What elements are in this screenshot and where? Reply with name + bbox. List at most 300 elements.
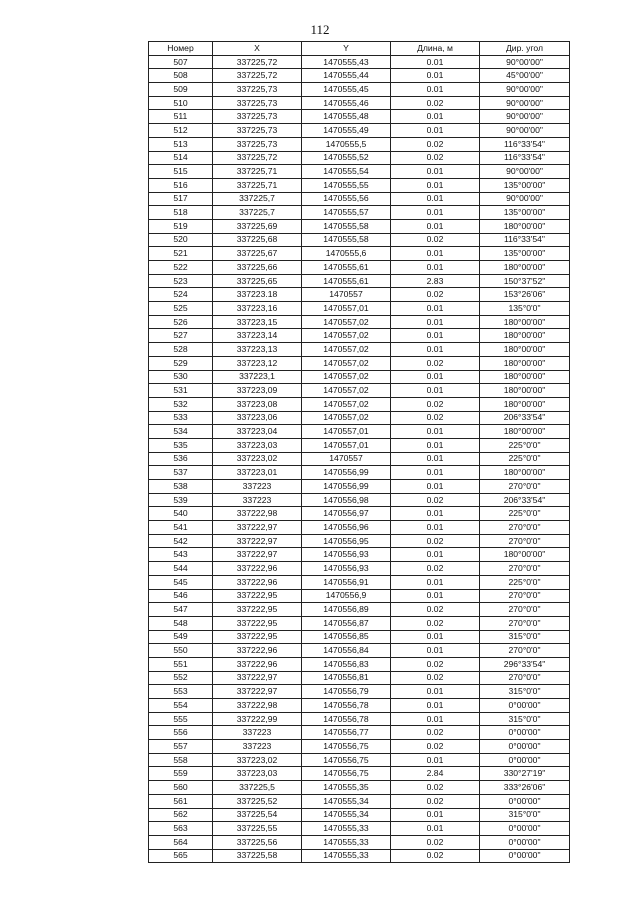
cell-y: 1470556,78 bbox=[302, 699, 391, 713]
cell-direction-angle: 90°00'00" bbox=[480, 96, 570, 110]
cell-length: 0.01 bbox=[391, 206, 480, 220]
cell-length: 0.02 bbox=[391, 137, 480, 151]
cell-number: 560 bbox=[149, 781, 213, 795]
cell-y: 1470556,89 bbox=[302, 603, 391, 617]
cell-number: 553 bbox=[149, 685, 213, 699]
cell-direction-angle: 0°00'00" bbox=[480, 794, 570, 808]
cell-x: 337225,65 bbox=[213, 274, 302, 288]
cell-length: 0.01 bbox=[391, 438, 480, 452]
cell-number: 558 bbox=[149, 753, 213, 767]
cell-x: 337225,52 bbox=[213, 794, 302, 808]
cell-x: 337225,72 bbox=[213, 69, 302, 83]
cell-x: 337225,73 bbox=[213, 110, 302, 124]
table-row bbox=[149, 83, 570, 97]
cell-direction-angle: 180°00'00" bbox=[480, 370, 570, 384]
cell-length: 0.02 bbox=[391, 493, 480, 507]
cell-direction-angle: 225°0'0" bbox=[480, 507, 570, 521]
cell-y: 1470555,57 bbox=[302, 206, 391, 220]
cell-x: 337223,16 bbox=[213, 302, 302, 316]
cell-y: 1470555,49 bbox=[302, 124, 391, 138]
cell-number: 544 bbox=[149, 562, 213, 576]
cell-direction-angle: 333°26'06" bbox=[480, 781, 570, 795]
cell-number: 536 bbox=[149, 452, 213, 466]
cell-number: 540 bbox=[149, 507, 213, 521]
cell-number: 557 bbox=[149, 740, 213, 754]
cell-length: 0.01 bbox=[391, 343, 480, 357]
cell-length: 0.01 bbox=[391, 219, 480, 233]
cell-x: 337225,54 bbox=[213, 808, 302, 822]
cell-y: 1470556,91 bbox=[302, 575, 391, 589]
cell-y: 1470555,6 bbox=[302, 247, 391, 261]
table-row bbox=[149, 671, 570, 685]
table-row bbox=[149, 493, 570, 507]
cell-y: 1470555,43 bbox=[302, 55, 391, 69]
cell-direction-angle: 116°33'54" bbox=[480, 233, 570, 247]
cell-direction-angle: 180°00'00" bbox=[480, 261, 570, 275]
cell-length: 0.01 bbox=[391, 480, 480, 494]
cell-number: 526 bbox=[149, 315, 213, 329]
cell-y: 1470555,61 bbox=[302, 261, 391, 275]
cell-length: 0.01 bbox=[391, 83, 480, 97]
cell-direction-angle: 270°0'0" bbox=[480, 521, 570, 535]
cell-x: 337225,69 bbox=[213, 219, 302, 233]
table-row bbox=[149, 261, 570, 275]
cell-direction-angle: 180°00'00" bbox=[480, 343, 570, 357]
cell-length: 0.01 bbox=[391, 192, 480, 206]
cell-length: 0.02 bbox=[391, 411, 480, 425]
cell-length: 0.02 bbox=[391, 726, 480, 740]
cell-x: 337222,99 bbox=[213, 712, 302, 726]
table-row bbox=[149, 794, 570, 808]
table-row bbox=[149, 233, 570, 247]
table-row bbox=[149, 466, 570, 480]
cell-direction-angle: 90°00'00" bbox=[480, 55, 570, 69]
table-row bbox=[149, 329, 570, 343]
cell-x: 337223,1 bbox=[213, 370, 302, 384]
cell-number: 564 bbox=[149, 835, 213, 849]
cell-y: 1470557 bbox=[302, 452, 391, 466]
cell-x: 337223,12 bbox=[213, 356, 302, 370]
cell-length: 0.02 bbox=[391, 603, 480, 617]
cell-direction-angle: 150°37'52" bbox=[480, 274, 570, 288]
table-row bbox=[149, 137, 570, 151]
cell-length: 0.02 bbox=[391, 233, 480, 247]
cell-number: 511 bbox=[149, 110, 213, 124]
cell-y: 1470555,55 bbox=[302, 178, 391, 192]
cell-length: 0.01 bbox=[391, 575, 480, 589]
cell-number: 539 bbox=[149, 493, 213, 507]
table-row bbox=[149, 411, 570, 425]
cell-y: 1470555,35 bbox=[302, 781, 391, 795]
cell-direction-angle: 270°0'0" bbox=[480, 534, 570, 548]
cell-y: 1470557,01 bbox=[302, 425, 391, 439]
cell-direction-angle: 135°00'00" bbox=[480, 178, 570, 192]
cell-length: 0.01 bbox=[391, 315, 480, 329]
table-row bbox=[149, 726, 570, 740]
cell-number: 541 bbox=[149, 521, 213, 535]
cell-number: 509 bbox=[149, 83, 213, 97]
table-row bbox=[149, 315, 570, 329]
cell-number: 525 bbox=[149, 302, 213, 316]
cell-number: 554 bbox=[149, 699, 213, 713]
table-row bbox=[149, 644, 570, 658]
cell-direction-angle: 135°00'00" bbox=[480, 206, 570, 220]
cell-length: 0.01 bbox=[391, 178, 480, 192]
cell-length: 0.01 bbox=[391, 69, 480, 83]
cell-direction-angle: 0°00'00" bbox=[480, 835, 570, 849]
table-row bbox=[149, 425, 570, 439]
header-x: X bbox=[213, 42, 302, 56]
cell-x: 337223 bbox=[213, 480, 302, 494]
cell-x: 337222,97 bbox=[213, 534, 302, 548]
cell-y: 1470555,58 bbox=[302, 233, 391, 247]
cell-number: 515 bbox=[149, 165, 213, 179]
cell-y: 1470556,81 bbox=[302, 671, 391, 685]
cell-x: 337225,72 bbox=[213, 55, 302, 69]
cell-length: 0.02 bbox=[391, 740, 480, 754]
cell-direction-angle: 180°00'00" bbox=[480, 329, 570, 343]
table-row bbox=[149, 822, 570, 836]
cell-length: 0.01 bbox=[391, 822, 480, 836]
table-row bbox=[149, 356, 570, 370]
cell-x: 337223,04 bbox=[213, 425, 302, 439]
cell-x: 337223,15 bbox=[213, 315, 302, 329]
cell-x: 337222,96 bbox=[213, 562, 302, 576]
cell-y: 1470555,54 bbox=[302, 165, 391, 179]
cell-x: 337222,95 bbox=[213, 603, 302, 617]
cell-y: 1470556,79 bbox=[302, 685, 391, 699]
table-row bbox=[149, 219, 570, 233]
table-row bbox=[149, 302, 570, 316]
table-row bbox=[149, 562, 570, 576]
cell-x: 337222,97 bbox=[213, 548, 302, 562]
cell-length: 0.02 bbox=[391, 397, 480, 411]
cell-y: 1470557,02 bbox=[302, 370, 391, 384]
cell-number: 528 bbox=[149, 343, 213, 357]
cell-number: 512 bbox=[149, 124, 213, 138]
cell-number: 542 bbox=[149, 534, 213, 548]
cell-y: 1470556,98 bbox=[302, 493, 391, 507]
cell-x: 337222,95 bbox=[213, 630, 302, 644]
cell-number: 516 bbox=[149, 178, 213, 192]
cell-x: 337223 bbox=[213, 493, 302, 507]
header-length: Длина, м bbox=[391, 42, 480, 56]
table-row bbox=[149, 165, 570, 179]
cell-number: 521 bbox=[149, 247, 213, 261]
cell-length: 0.01 bbox=[391, 384, 480, 398]
cell-direction-angle: 0°00'00" bbox=[480, 822, 570, 836]
cell-direction-angle: 296°33'54" bbox=[480, 657, 570, 671]
cell-length: 2.84 bbox=[391, 767, 480, 781]
table-row bbox=[149, 288, 570, 302]
cell-number: 548 bbox=[149, 616, 213, 630]
cell-y: 1470557,02 bbox=[302, 315, 391, 329]
cell-number: 550 bbox=[149, 644, 213, 658]
cell-x: 337225,73 bbox=[213, 96, 302, 110]
cell-direction-angle: 180°00'00" bbox=[480, 356, 570, 370]
table-row bbox=[149, 603, 570, 617]
cell-number: 561 bbox=[149, 794, 213, 808]
cell-x: 337223,09 bbox=[213, 384, 302, 398]
cell-direction-angle: 0°00'00" bbox=[480, 740, 570, 754]
coordinates-table bbox=[148, 41, 570, 863]
cell-x: 337223,13 bbox=[213, 343, 302, 357]
cell-x: 337222,97 bbox=[213, 521, 302, 535]
cell-direction-angle: 180°00'00" bbox=[480, 466, 570, 480]
cell-number: 519 bbox=[149, 219, 213, 233]
cell-direction-angle: 0°00'00" bbox=[480, 699, 570, 713]
cell-y: 1470557,02 bbox=[302, 411, 391, 425]
table-row bbox=[149, 96, 570, 110]
cell-direction-angle: 206°33'54" bbox=[480, 411, 570, 425]
cell-length: 0.02 bbox=[391, 616, 480, 630]
cell-direction-angle: 90°00'00" bbox=[480, 110, 570, 124]
cell-length: 0.01 bbox=[391, 329, 480, 343]
cell-y: 1470556,78 bbox=[302, 712, 391, 726]
cell-length: 0.01 bbox=[391, 644, 480, 658]
cell-y: 1470555,48 bbox=[302, 110, 391, 124]
cell-y: 1470556,93 bbox=[302, 548, 391, 562]
cell-number: 530 bbox=[149, 370, 213, 384]
table-header-row bbox=[149, 42, 570, 56]
cell-direction-angle: 270°0'0" bbox=[480, 562, 570, 576]
cell-number: 527 bbox=[149, 329, 213, 343]
cell-length: 0.02 bbox=[391, 96, 480, 110]
table-row bbox=[149, 781, 570, 795]
table-row bbox=[149, 712, 570, 726]
cell-length: 0.01 bbox=[391, 302, 480, 316]
cell-length: 0.02 bbox=[391, 835, 480, 849]
cell-length: 0.02 bbox=[391, 151, 480, 165]
cell-y: 1470555,61 bbox=[302, 274, 391, 288]
cell-y: 1470557 bbox=[302, 288, 391, 302]
table-row bbox=[149, 753, 570, 767]
cell-number: 522 bbox=[149, 261, 213, 275]
cell-length: 0.01 bbox=[391, 685, 480, 699]
cell-length: 0.01 bbox=[391, 507, 480, 521]
cell-number: 510 bbox=[149, 96, 213, 110]
cell-number: 545 bbox=[149, 575, 213, 589]
table-row bbox=[149, 343, 570, 357]
cell-number: 517 bbox=[149, 192, 213, 206]
cell-y: 1470556,99 bbox=[302, 466, 391, 480]
cell-length: 0.02 bbox=[391, 356, 480, 370]
cell-number: 507 bbox=[149, 55, 213, 69]
cell-x: 337222,96 bbox=[213, 657, 302, 671]
cell-x: 337223,01 bbox=[213, 466, 302, 480]
cell-y: 1470555,33 bbox=[302, 822, 391, 836]
cell-length: 0.01 bbox=[391, 165, 480, 179]
cell-x: 337225,66 bbox=[213, 261, 302, 275]
cell-y: 1470556,97 bbox=[302, 507, 391, 521]
cell-length: 0.01 bbox=[391, 712, 480, 726]
cell-x: 337223,03 bbox=[213, 438, 302, 452]
cell-length: 2.83 bbox=[391, 274, 480, 288]
cell-y: 1470555,34 bbox=[302, 794, 391, 808]
cell-direction-angle: 0°00'00" bbox=[480, 849, 570, 863]
cell-number: 552 bbox=[149, 671, 213, 685]
cell-y: 1470557,02 bbox=[302, 343, 391, 357]
cell-direction-angle: 90°00'00" bbox=[480, 165, 570, 179]
cell-number: 559 bbox=[149, 767, 213, 781]
table-row bbox=[149, 370, 570, 384]
table-row bbox=[149, 151, 570, 165]
cell-x: 337225,67 bbox=[213, 247, 302, 261]
cell-x: 337222,95 bbox=[213, 616, 302, 630]
table-row bbox=[149, 247, 570, 261]
cell-length: 0.01 bbox=[391, 452, 480, 466]
cell-y: 1470556,9 bbox=[302, 589, 391, 603]
cell-direction-angle: 180°00'00" bbox=[480, 548, 570, 562]
cell-x: 337225,55 bbox=[213, 822, 302, 836]
cell-direction-angle: 315°0'0" bbox=[480, 630, 570, 644]
cell-number: 513 bbox=[149, 137, 213, 151]
table-row bbox=[149, 849, 570, 863]
table-row bbox=[149, 110, 570, 124]
cell-direction-angle: 225°0'0" bbox=[480, 438, 570, 452]
cell-length: 0.01 bbox=[391, 753, 480, 767]
cell-length: 0.02 bbox=[391, 534, 480, 548]
cell-x: 337225,73 bbox=[213, 124, 302, 138]
cell-direction-angle: 206°33'54" bbox=[480, 493, 570, 507]
cell-direction-angle: 225°0'0" bbox=[480, 452, 570, 466]
table-row bbox=[149, 808, 570, 822]
cell-x: 337225,58 bbox=[213, 849, 302, 863]
cell-number: 524 bbox=[149, 288, 213, 302]
cell-direction-angle: 180°00'00" bbox=[480, 315, 570, 329]
cell-x: 337225,5 bbox=[213, 781, 302, 795]
cell-number: 563 bbox=[149, 822, 213, 836]
cell-length: 0.02 bbox=[391, 562, 480, 576]
table-row bbox=[149, 740, 570, 754]
cell-length: 0.02 bbox=[391, 849, 480, 863]
cell-length: 0.02 bbox=[391, 657, 480, 671]
cell-y: 1470556,83 bbox=[302, 657, 391, 671]
cell-direction-angle: 315°0'0" bbox=[480, 685, 570, 699]
cell-number: 551 bbox=[149, 657, 213, 671]
cell-direction-angle: 153°26'06" bbox=[480, 288, 570, 302]
cell-x: 337222,97 bbox=[213, 685, 302, 699]
cell-length: 0.01 bbox=[391, 548, 480, 562]
cell-y: 1470556,93 bbox=[302, 562, 391, 576]
cell-direction-angle: 270°0'0" bbox=[480, 589, 570, 603]
cell-y: 1470555,33 bbox=[302, 835, 391, 849]
cell-length: 0.01 bbox=[391, 699, 480, 713]
cell-direction-angle: 90°00'00" bbox=[480, 124, 570, 138]
cell-direction-angle: 45°00'00" bbox=[480, 69, 570, 83]
header-y: Y bbox=[302, 42, 391, 56]
table-row bbox=[149, 589, 570, 603]
cell-x: 337223.18 bbox=[213, 288, 302, 302]
table-row bbox=[149, 178, 570, 192]
cell-number: 547 bbox=[149, 603, 213, 617]
cell-x: 337225,68 bbox=[213, 233, 302, 247]
cell-direction-angle: 180°00'00" bbox=[480, 397, 570, 411]
cell-direction-angle: 0°00'00" bbox=[480, 726, 570, 740]
cell-direction-angle: 225°0'0" bbox=[480, 575, 570, 589]
cell-number: 556 bbox=[149, 726, 213, 740]
cell-y: 1470555,56 bbox=[302, 192, 391, 206]
cell-direction-angle: 180°00'00" bbox=[480, 425, 570, 439]
cell-y: 1470555,45 bbox=[302, 83, 391, 97]
cell-x: 337225,71 bbox=[213, 165, 302, 179]
table-row bbox=[149, 69, 570, 83]
table-row bbox=[149, 192, 570, 206]
cell-x: 337223,14 bbox=[213, 329, 302, 343]
page-number: 112 bbox=[310, 22, 330, 37]
table-body bbox=[149, 55, 570, 863]
cell-length: 0.01 bbox=[391, 110, 480, 124]
header-direction-angle: Дир. угол bbox=[480, 42, 570, 56]
cell-length: 0.01 bbox=[391, 247, 480, 261]
cell-x: 337225,72 bbox=[213, 151, 302, 165]
cell-y: 1470557,01 bbox=[302, 438, 391, 452]
cell-direction-angle: 116°33'54" bbox=[480, 137, 570, 151]
table-row bbox=[149, 274, 570, 288]
cell-direction-angle: 135°00'00" bbox=[480, 247, 570, 261]
cell-y: 1470555,52 bbox=[302, 151, 391, 165]
cell-x: 337222,98 bbox=[213, 507, 302, 521]
table-row bbox=[149, 521, 570, 535]
table-row bbox=[149, 630, 570, 644]
table-row bbox=[149, 480, 570, 494]
cell-y: 1470557,02 bbox=[302, 329, 391, 343]
cell-direction-angle: 270°0'0" bbox=[480, 603, 570, 617]
cell-direction-angle: 330°27'19" bbox=[480, 767, 570, 781]
cell-length: 0.02 bbox=[391, 671, 480, 685]
cell-y: 1470555,58 bbox=[302, 219, 391, 233]
cell-direction-angle: 90°00'00" bbox=[480, 192, 570, 206]
cell-y: 1470556,75 bbox=[302, 753, 391, 767]
cell-y: 1470555,33 bbox=[302, 849, 391, 863]
cell-number: 549 bbox=[149, 630, 213, 644]
table-row bbox=[149, 685, 570, 699]
cell-x: 337225,73 bbox=[213, 83, 302, 97]
cell-y: 1470557,02 bbox=[302, 384, 391, 398]
cell-number: 543 bbox=[149, 548, 213, 562]
cell-x: 337222,96 bbox=[213, 575, 302, 589]
cell-number: 520 bbox=[149, 233, 213, 247]
cell-y: 1470555,5 bbox=[302, 137, 391, 151]
cell-number: 518 bbox=[149, 206, 213, 220]
cell-length: 0.01 bbox=[391, 589, 480, 603]
cell-direction-angle: 270°0'0" bbox=[480, 644, 570, 658]
cell-number: 546 bbox=[149, 589, 213, 603]
cell-direction-angle: 90°00'00" bbox=[480, 83, 570, 97]
cell-number: 565 bbox=[149, 849, 213, 863]
cell-x: 337223 bbox=[213, 726, 302, 740]
cell-y: 1470556,87 bbox=[302, 616, 391, 630]
cell-y: 1470556,84 bbox=[302, 644, 391, 658]
cell-x: 337222,98 bbox=[213, 699, 302, 713]
table-row bbox=[149, 124, 570, 138]
cell-x: 337223,02 bbox=[213, 753, 302, 767]
table-row bbox=[149, 452, 570, 466]
cell-x: 337225,7 bbox=[213, 192, 302, 206]
cell-y: 1470556,77 bbox=[302, 726, 391, 740]
cell-y: 1470556,99 bbox=[302, 480, 391, 494]
cell-length: 0.01 bbox=[391, 124, 480, 138]
cell-y: 1470557,01 bbox=[302, 302, 391, 316]
cell-x: 337225,71 bbox=[213, 178, 302, 192]
cell-length: 0.01 bbox=[391, 55, 480, 69]
cell-length: 0.01 bbox=[391, 261, 480, 275]
cell-length: 0.02 bbox=[391, 288, 480, 302]
cell-number: 508 bbox=[149, 69, 213, 83]
cell-number: 531 bbox=[149, 384, 213, 398]
table-row bbox=[149, 534, 570, 548]
cell-number: 535 bbox=[149, 438, 213, 452]
